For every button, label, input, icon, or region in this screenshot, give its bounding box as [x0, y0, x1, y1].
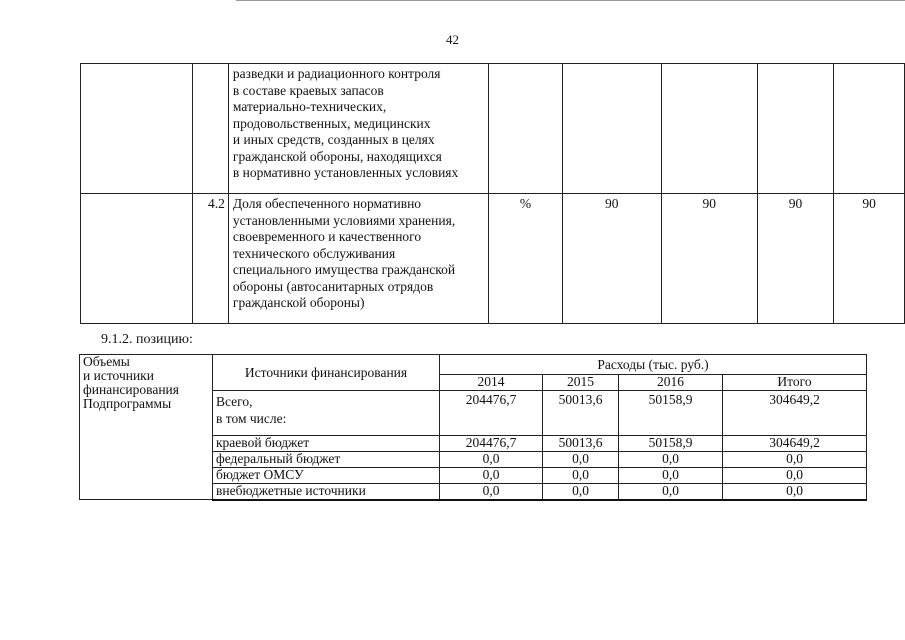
value-cell [562, 64, 661, 194]
value-cell: 90 [661, 194, 757, 324]
left-header-line: и источники [83, 368, 154, 383]
amount-cell: 0,0 [619, 452, 723, 468]
value-cell [757, 64, 834, 194]
unit-cell [489, 64, 563, 194]
row-index: 4.2 [193, 194, 229, 324]
amount-cell: 0,0 [619, 468, 723, 484]
left-header-line: Подпрограммы [83, 396, 172, 411]
source-cell [213, 468, 440, 484]
top-border-line [236, 0, 905, 1]
indicator-row-4-2 [81, 194, 905, 324]
description-line: материально-технических, [232, 99, 387, 114]
description-line: в нормативно установленных условиях [232, 165, 459, 180]
source-line: краевой бюджет [216, 435, 310, 450]
value-cell: 90 [834, 194, 905, 324]
amount-cell: 0,0 [619, 484, 723, 500]
amount-cell: 0,0 [440, 468, 543, 484]
amount-cell: 0,0 [543, 452, 619, 468]
description-line: продовольственных, медицинских [232, 115, 431, 131]
source-line: в том числе: [216, 411, 287, 426]
description-line: гражданской обороны) [232, 295, 365, 310]
source-line: Всего, [216, 394, 253, 409]
expenses-header: Расходы (тыс. руб.) [440, 355, 867, 375]
page-number: 42 [446, 32, 459, 47]
amount-cell: 204476,7 [440, 391, 543, 436]
row-index [193, 64, 229, 194]
amount-cell: 0,0 [723, 468, 867, 484]
left-header-cell [80, 355, 213, 500]
source-line: внебюджетные источники [216, 483, 366, 498]
empty-cell [81, 194, 193, 324]
amount-cell: 50013,6 [543, 391, 619, 436]
amount-cell: 0,0 [543, 484, 619, 500]
amount-cell: 0,0 [440, 452, 543, 468]
amount-cell: 0,0 [440, 484, 543, 500]
year-header: 2015 [543, 375, 619, 391]
value-cell: 90 [562, 194, 661, 324]
sources-header: Источники финансирования [213, 355, 440, 391]
source-line: федеральный бюджет [216, 451, 341, 466]
left-header-line: Объемы [83, 354, 130, 369]
amount-cell: 0,0 [543, 468, 619, 484]
description-line: своевременного и качественного [232, 229, 422, 244]
unit-cell: % [489, 194, 563, 324]
value-cell [661, 64, 757, 194]
amount-cell: 204476,7 [440, 436, 543, 452]
row-description [228, 194, 488, 324]
amount-cell: 50158,9 [619, 436, 723, 452]
value-cell [834, 64, 905, 194]
left-header-line: финансирования [83, 382, 179, 397]
empty-cell [81, 64, 193, 194]
financing-header-row [80, 355, 867, 375]
description-line: и иных средств, созданных в целях [232, 132, 435, 147]
indicator-table [80, 63, 905, 324]
description-line: технического обслуживания [232, 245, 396, 261]
description-line: специального имущества гражданской [232, 262, 456, 277]
description-line: обороны (автосанитарных отрядов [232, 278, 434, 294]
indicator-row-continuation [81, 64, 905, 194]
amount-cell: 0,0 [723, 452, 867, 468]
source-cell [213, 452, 440, 468]
amount-cell: 50158,9 [619, 391, 723, 436]
amount-cell: 50013,6 [543, 436, 619, 452]
description-line: гражданской обороны, находящихся [232, 148, 442, 164]
total-header: Итого [723, 375, 867, 391]
position-label: 9.1.2. позицию: [101, 332, 193, 347]
description-line: разведки и радиационного контроля [232, 66, 441, 81]
financing-table [79, 354, 867, 501]
row-description [228, 64, 488, 194]
source-cell [213, 436, 440, 452]
source-line: бюджет ОМСУ [216, 467, 304, 482]
description-line: Доля обеспеченного нормативно [232, 196, 422, 211]
description-line: установленными условиями хранения, [232, 212, 456, 228]
amount-cell: 304649,2 [723, 391, 867, 436]
value-cell: 90 [757, 194, 834, 324]
year-header: 2016 [619, 375, 723, 391]
source-cell [213, 391, 440, 436]
year-header: 2014 [440, 375, 543, 391]
description-line: в составе краевых запасов [232, 82, 384, 98]
amount-cell: 0,0 [723, 484, 867, 500]
source-cell [213, 484, 440, 500]
amount-cell: 304649,2 [723, 436, 867, 452]
